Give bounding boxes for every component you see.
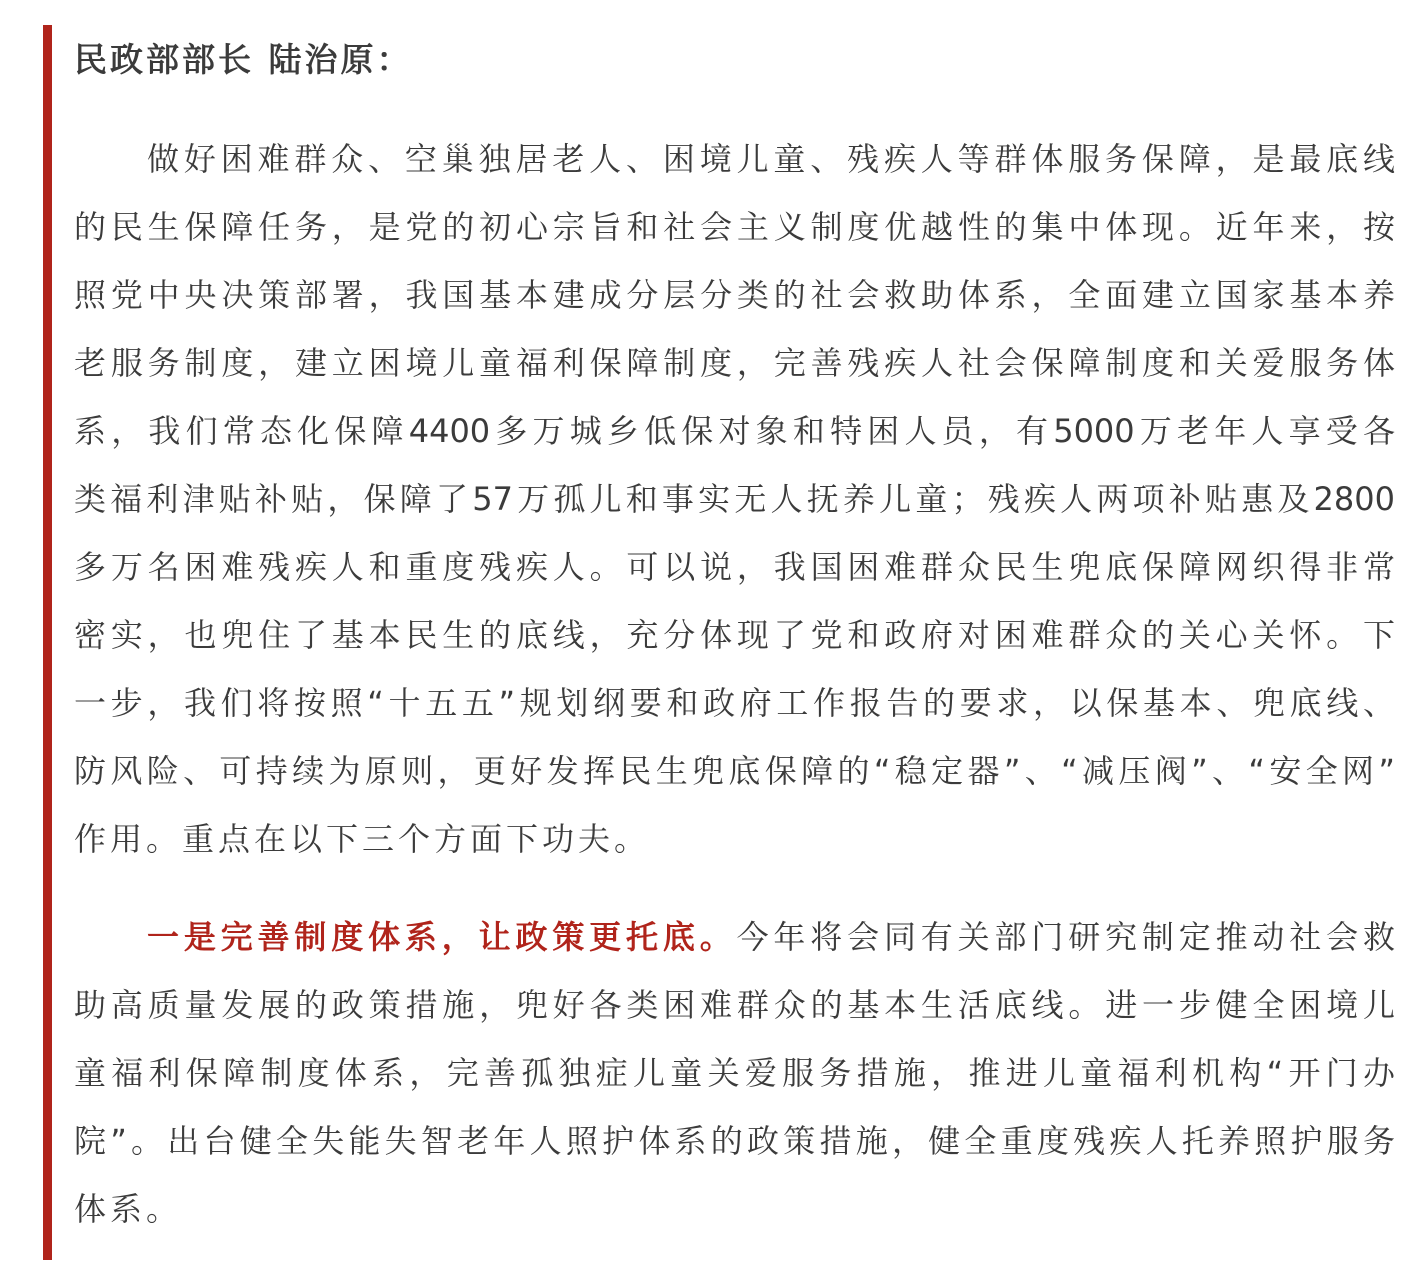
paragraph [74,125,1395,873]
line-text: 今年将会同有关部门研究制定推动社会救 [736,918,1395,956]
paragraph-line: 助高质量发展的政策措施，兜好各类困难群众的基本生活底线。进一步健全困境儿 [74,986,1395,1024]
paragraph-line: 密实，也兜住了基本民生的底线，充分体现了党和政府对困难群众的关心关怀。下 [74,616,1395,654]
paragraph-line: 的民生保障任务，是党的初心宗旨和社会主义制度优越性的集中体现。近年来，按 [74,208,1395,246]
speaker-heading: 民政部部长 陆治原： [74,40,413,79]
paragraph-line: 照党中央决策部署，我国基本建成分层分类的社会救助体系，全面建立国家基本养 [74,276,1395,314]
article-body [74,30,1395,1273]
paragraph-line: 童福利保障制度体系，完善孤独症儿童关爱服务措施，推进儿童福利机构“开门办 [74,1054,1395,1092]
paragraph-line: 多万名困难残疾人和重度残疾人。可以说，我国困难群众民生兜底保障网织得非常 [74,548,1395,586]
paragraph-line: 老服务制度，建立困境儿童福利保障制度，完善残疾人社会保障制度和关爱服务体 [74,344,1395,382]
paragraph-line [74,903,1395,971]
paragraph-line: 做好困难群众、空巢独居老人、困境儿童、残疾人等群体服务保障，是最底线 [147,140,1395,178]
key-point-heading: 一是完善制度体系，让政策更托底。 [147,918,737,956]
paragraph [74,903,1395,1243]
paragraph-line: 一步，我们将按照“十五五”规划纲要和政府工作报告的要求，以保基本、兜底线、 [74,684,1395,722]
paragraph-line: 类福利津贴补贴，保障了57万孤儿和事实无人抚养儿童；残疾人两项补贴惠及2800 [74,480,1395,518]
quote-accent-bar [43,25,52,1260]
paragraph-line: 体系。 [74,1190,183,1228]
paragraph-line: 院”。出台健全失能失智老年人照护体系的政策措施，健全重度残疾人托养照护服务 [74,1122,1395,1160]
paragraph-line: 作用。重点在以下三个方面下功夫。 [74,820,651,858]
paragraph-line: 系，我们常态化保障4400多万城乡低保对象和特困人员，有5000万老年人享受各 [74,412,1395,450]
paragraph-line: 防风险、可持续为原则，更好发挥民生兜底保障的“稳定器”、“减压阀”、“安全网” [74,752,1395,790]
